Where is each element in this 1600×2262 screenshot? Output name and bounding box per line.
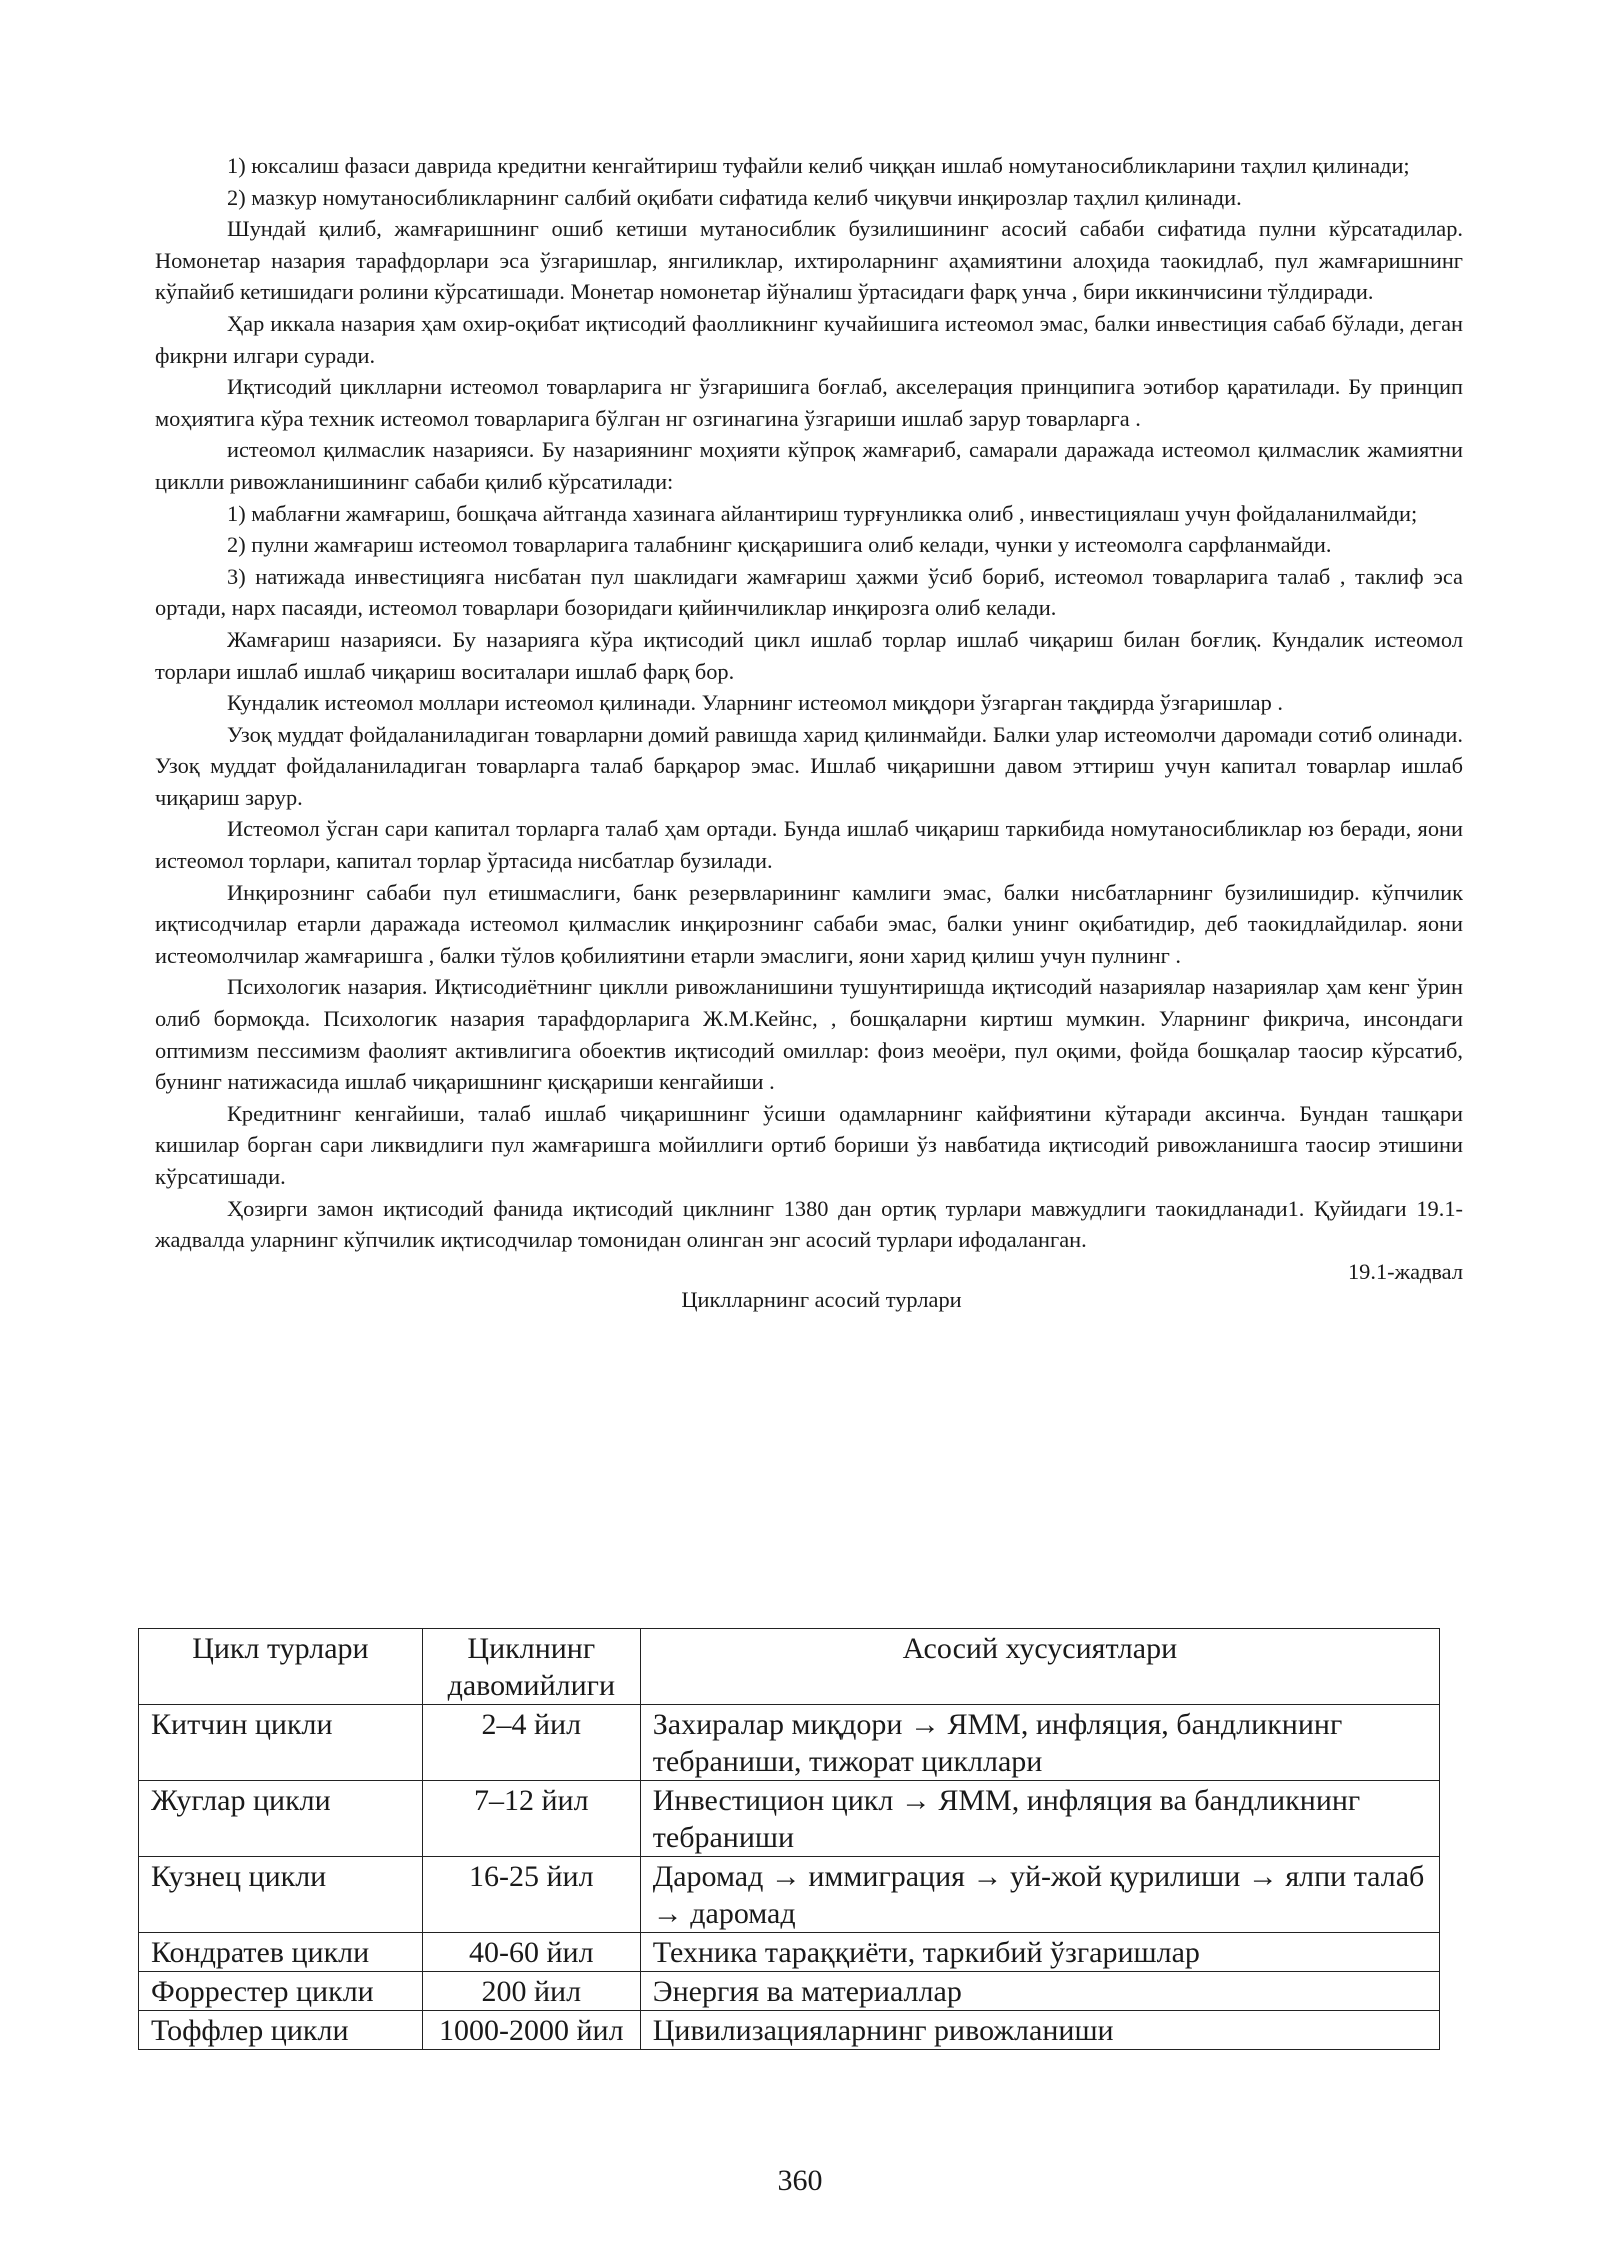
paragraph: Кундалик истеомол моллари истеомол қилинади. Уларнинг истеомол миқдори ўзгарган тақдирда ўзгаришлар . xyxy=(227,690,1283,716)
paragraph: Шундай қилиб, жамғаришнинг ошиб кетиши мутаносиблик бузилишининг асосий сабаби сифатида пулни кўрсатадилар. Номонетар назария тарафдорлари эса ўзгаришлар, янгиликлар, ихтироларнинг аҳамиятини алоҳида таокидлаб, пул жамғаришнинг кўпайиб кетишидаги ролини кўрсатишади. Монетар номонетар йўналиш ўртасидаги фарқ унча , бири иккинчисини тўлдиради. xyxy=(155,216,1463,305)
header-cycle-type: Цикл турлари xyxy=(139,1629,423,1705)
table-row xyxy=(139,1781,1440,1857)
cell-duration: 200 йил xyxy=(422,1972,640,2011)
cell-duration: 16-25 йил xyxy=(422,1857,640,1933)
paragraph: Истеомол ўсган сари капитал торларга талаб ҳам ортади. Бунда ишлаб чиқариш таркибида номутаносибликлар юз беради, яони истеомол торлари, капитал торлар ўртасида нисбатлар бузилади. xyxy=(155,816,1463,874)
paragraph: Узоқ муддат фойдаланиладиган товарларни домий равишда харид қилинмайди. Балки улар истеомолчи даромади сотиб олинади. Узоқ муддат фойдаланиладиган товарларга талаб барқарор эмас. Ишлаб чиқаришни давом эттириш учун капитал товарлар ишлаб чиқариш зарур. xyxy=(155,721,1463,810)
cell-cycle-type: Форрестер цикли xyxy=(139,1972,423,2011)
paragraph: Психологик назария. Иқтисодиётнинг циклли ривожланишини тушунтиришда иқтисодий назариялар назариялар ҳам кенг ўрин олиб бормоқда. Психологик назария тарафдорларига Ж.М.Кейнс, , бошқаларни киртиш мумкин. Уларнинг фикрича, инсондаги оптимизм пессимизм фаолият активлигига обоектив иқтисодий омиллар: фоиз меоёри, пул оқими, фойда бошқалар таосир кўрсатиб, бунинг натижасида ишлаб чиқаришнинг қисқариши кенгайиши . xyxy=(155,974,1463,1095)
table-row xyxy=(139,1933,1440,1972)
cycles-table xyxy=(138,1628,1440,2050)
cell-cycle-type: Жуглар цикли xyxy=(139,1781,423,1857)
cell-cycle-type: Кузнец цикли xyxy=(139,1857,423,1933)
cell-characteristics: Техника тараққиёти, таркибий ўзгаришлар xyxy=(640,1933,1439,1972)
page-number: 360 xyxy=(777,2164,823,2197)
table-row xyxy=(139,1705,1440,1781)
header-characteristics: Асосий хусусиятлари xyxy=(640,1629,1439,1705)
cell-characteristics: Даромад → иммиграция → уй-жой қурилиши → ялпи талаб → даромад xyxy=(640,1857,1439,1933)
paragraph: 2) мазкур номутаносибликларнинг салбий оқибати сифатида келиб чиқувчи инқирозлар таҳлил қилинади. xyxy=(227,184,1242,210)
cell-duration: 40-60 йил xyxy=(422,1933,640,1972)
table-header-row xyxy=(139,1629,1440,1705)
paragraph: Инқирознинг сабаби пул етишмаслиги, банк резервларининг камлиги эмас, балки нисбатларнинг бузилишидир. кўпчилик иқтисодчилар етарли даражада истеомол қилмаслик инқирознинг сабаби эмас, балки унинг оқибатидир, деб таокидлайдилар. яони истеомолчилар жамғаришга , балки тўлов қобилиятини етарли эмаслиги, яони харид қилиш учун пулнинг . xyxy=(155,879,1463,968)
table-row xyxy=(139,2011,1440,2050)
cell-characteristics: Цивилизацияларнинг ривожланиши xyxy=(640,2011,1439,2050)
cell-characteristics: Инвестицион цикл → ЯММ, инфляция ва бандликнинг тебраниши xyxy=(640,1781,1439,1857)
paragraph: 1) юксалиш фазаси даврида кредитни кенгайтириш туфайли келиб чиққан ишлаб номутаносибликларини таҳлил қилинади; xyxy=(227,153,1410,178)
paragraph: истеомол қилмаслик назарияси. Бу назариянинг моҳияти кўпроқ жамғариб, самарали даражада истеомол қилмаслик жамиятни циклли ривожланишининг сабаби қилиб кўрсатилади: xyxy=(155,437,1463,494)
cell-characteristics: Энергия ва материаллар xyxy=(640,1972,1439,2011)
paragraph: Кредитнинг кенгайиши, талаб ишлаб чиқаришнинг ўсиши одамларнинг кайфиятини кўтаради аксинча. Бундан ташқари кишилар борган сари ликвидлиги пул жамғаришга мойиллиги ортиб бориши ўз навбатида иқтисодий ривожланишга таосир этишини кўрсатишади. xyxy=(155,1100,1463,1189)
table-row xyxy=(139,1972,1440,2011)
paragraph: 2) пулни жамғариш истеомол товарларига талабнинг қисқаришига олиб келади, чунки у истеомолга сарфланмайди. xyxy=(227,532,1332,558)
cell-cycle-type: Кондратев цикли xyxy=(139,1933,423,1972)
cell-cycle-type: Китчин цикли xyxy=(139,1705,423,1781)
table-reference: 19.1-жадвал xyxy=(1347,1258,1463,1284)
table-title: Циклларнинг асосий турлари xyxy=(681,1286,962,1312)
paragraph: 3) натижада инвестицияга нисбатан пул шаклидаги жамғариш ҳажми ўсиб бориб, истеомол товарларига талаб , таклиф эса ортади, нарх пасаяди, истеомол товарлари бозоридаги қийинчиликлар инқирозга олиб келади. xyxy=(155,563,1463,621)
table-row xyxy=(139,1857,1440,1933)
cell-duration: 7–12 йил xyxy=(422,1781,640,1857)
paragraph: 1) маблағни жамғариш, бошқача айтганда хазинага айлантириш турғунликка олиб , инвестициялаш учун фойдаланилмайди; xyxy=(227,500,1418,526)
header-duration: Циклнинг давомийлиги xyxy=(422,1629,640,1705)
cell-duration: 2–4 йил xyxy=(422,1705,640,1781)
paragraph: Ҳар иккала назария ҳам охир-оқибат иқтисодий фаолликнинг кучайишига истеомол эмас, балки инвестиция сабаб бўлади, деган фикрни илгари суради. xyxy=(155,310,1463,368)
paragraph: Иқтисодий циклларни истеомол товарларига нг ўзгаришига боғлаб, акселерация принципига эотибор қаратилади. Бу принцип моҳиятига кўра техник истеомол товарларига бўлган нг озгинагина ўзгариши ишлаб зарур товарларга . xyxy=(155,374,1463,431)
paragraph: Жамғариш назарияси. Бу назарияга кўра иқтисодий цикл ишлаб торлар ишлаб чиқариш билан боғлиқ. Кундалик истеомол торлари ишлаб ишлаб чиқариш воситалари ишлаб фарқ бор. xyxy=(155,626,1463,684)
cell-characteristics: Захиралар миқдори → ЯММ, инфляция, бандликнинг тебраниши, тижорат цикллари xyxy=(640,1705,1439,1781)
document-body xyxy=(155,150,1463,1314)
cell-cycle-type: Тоффлер цикли xyxy=(139,2011,423,2050)
cell-duration: 1000-2000 йил xyxy=(422,2011,640,2050)
paragraph: Ҳозирги замон иқтисодий фанида иқтисодий циклнинг 1380 дан ортиқ турлари мавжудлиги таокидланади1. Қуйидаги 19.1-жадвалда уларнинг кўпчилик иқтисодчилар томонидан олинган энг асосий турлари ифодаланган. xyxy=(155,1195,1463,1253)
